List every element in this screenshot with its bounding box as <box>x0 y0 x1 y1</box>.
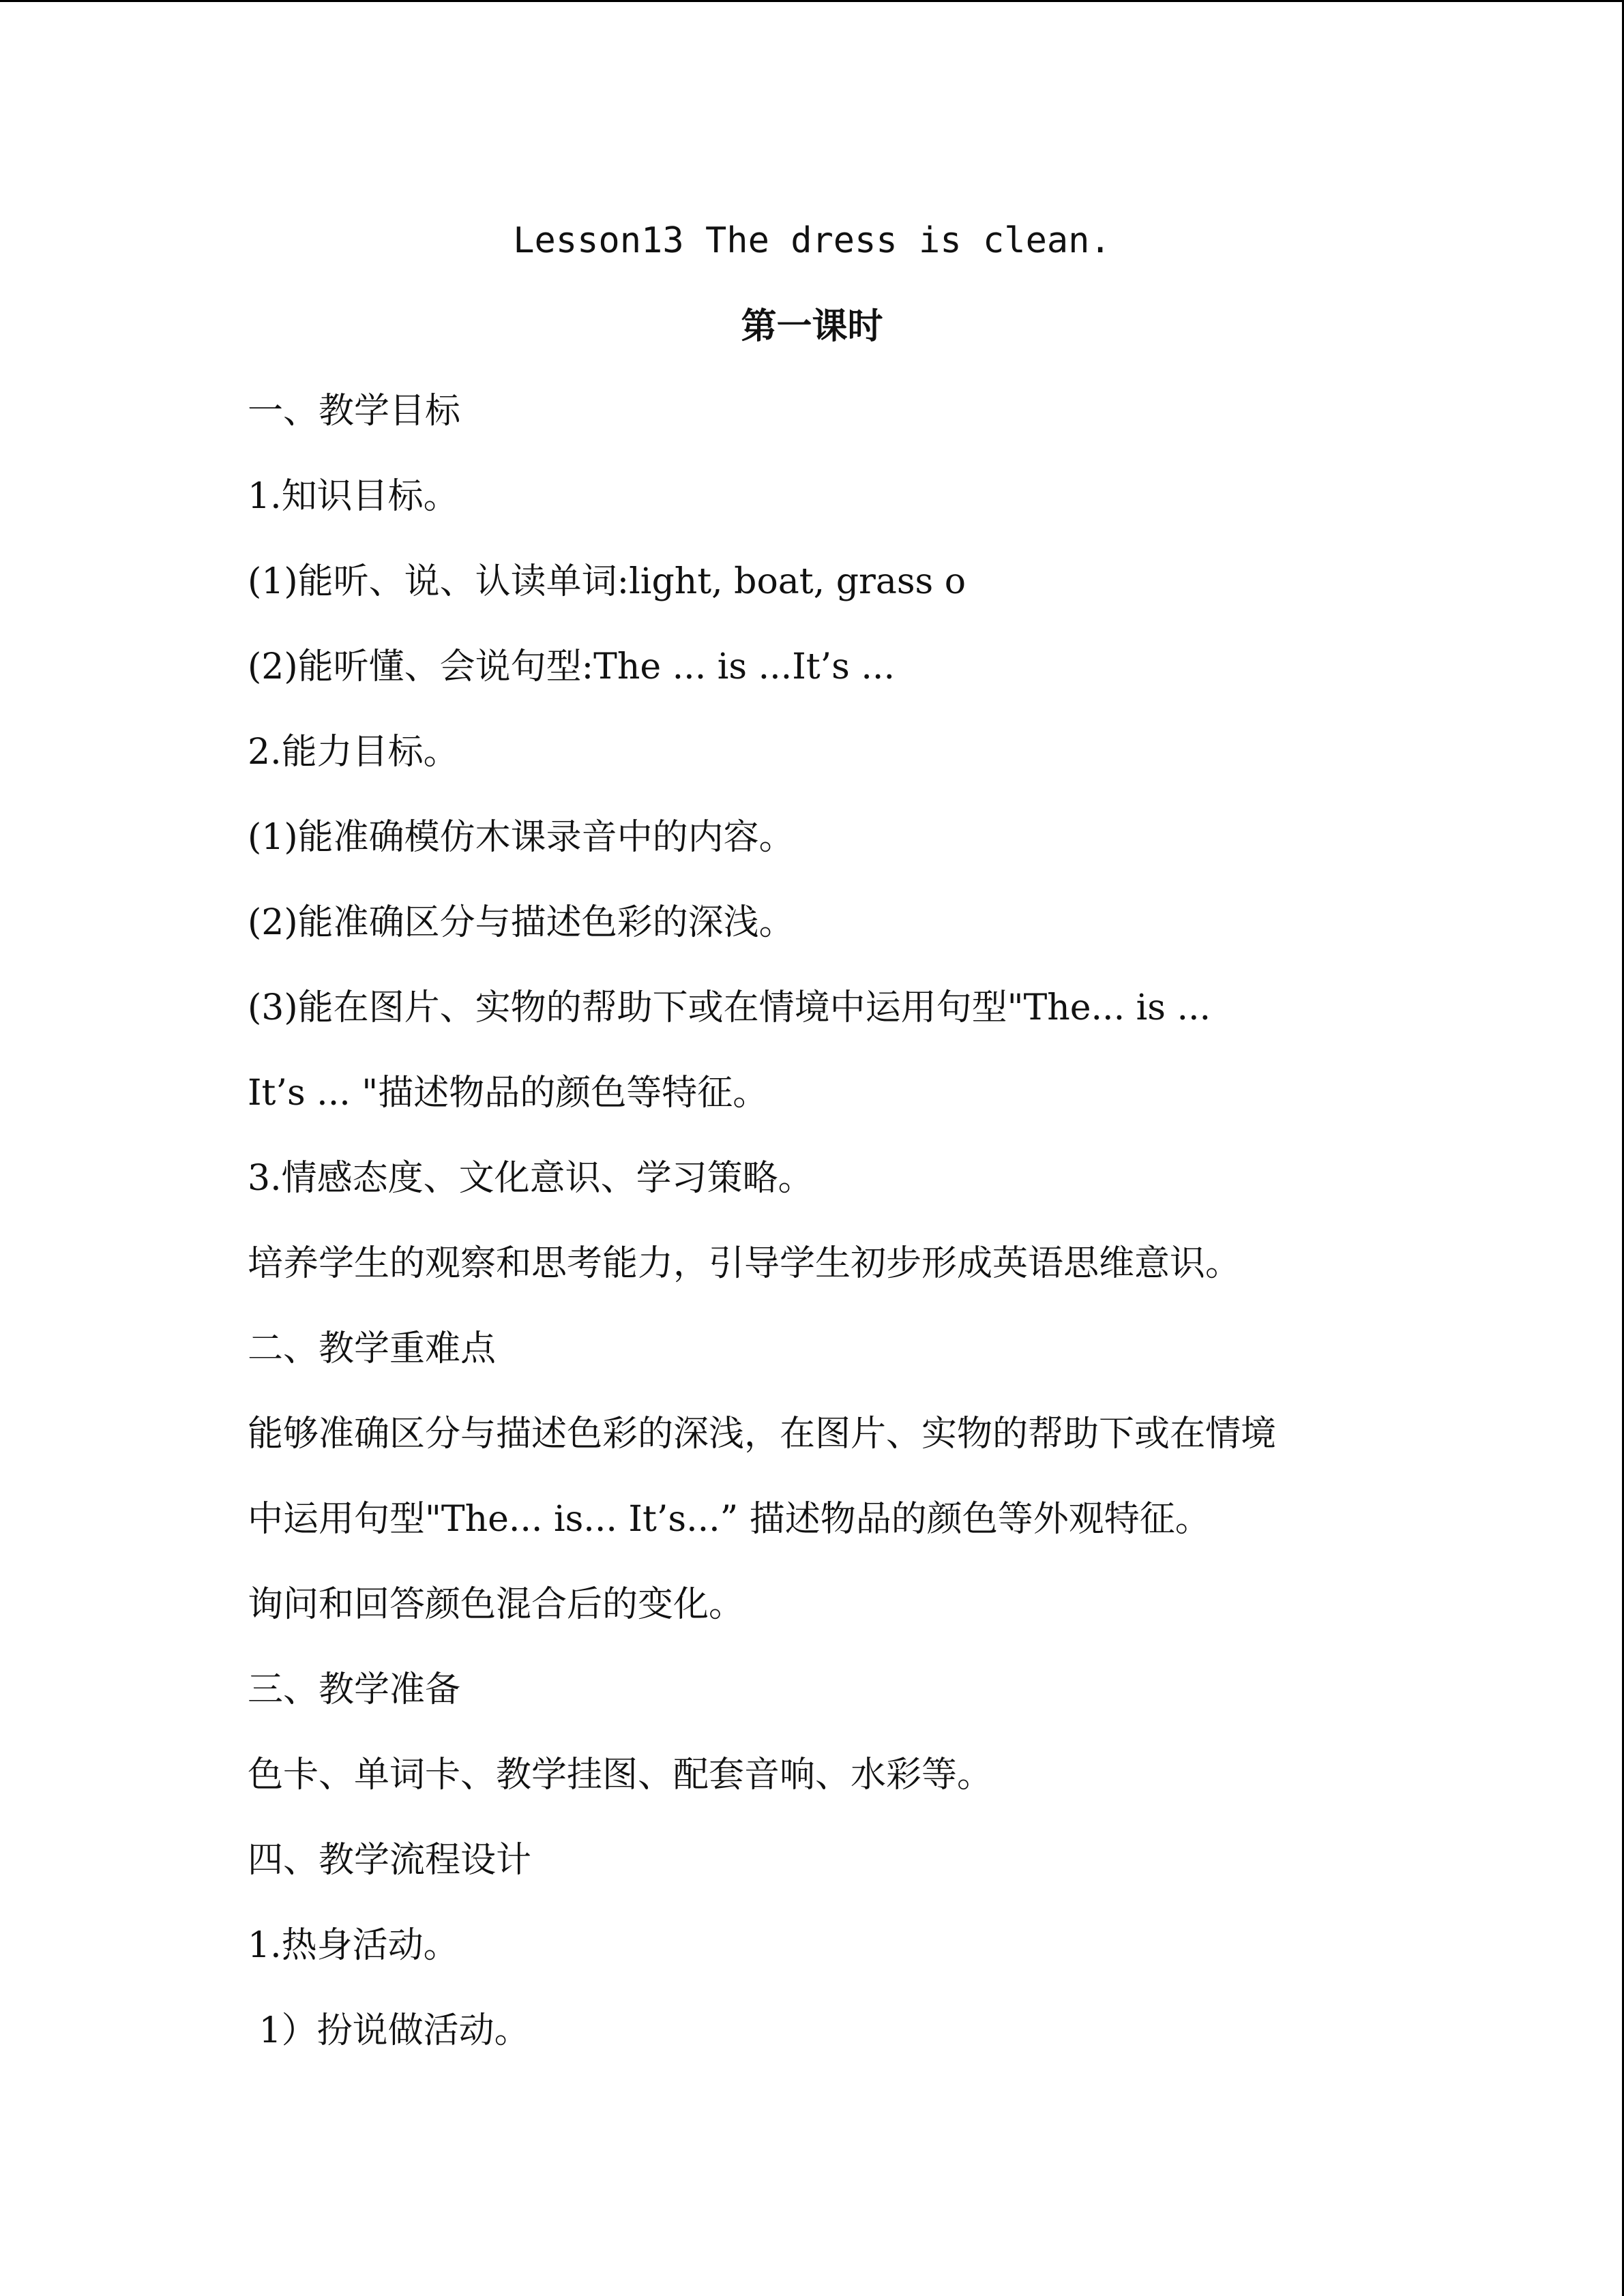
lesson-subtitle: 第一课时 <box>741 306 883 347</box>
section-heading-preparation: 三、教学准备 <box>248 1669 461 1710</box>
affective-objective-heading: 3.情感态度、文化意识、学习策略。 <box>248 1158 814 1199</box>
section-heading-objectives: 一、教学目标 <box>248 391 461 432</box>
ability-objective-heading: 2.能力目标。 <box>248 732 459 773</box>
procedure-step-1-sub-1: 1）扮说做活动。 <box>248 2010 530 2051</box>
knowledge-objective-item-2: (2)能听懂、会说句型:The ... is ...It’s ... <box>248 646 895 687</box>
procedure-step-1: 1.热身活动。 <box>248 1925 459 1966</box>
ability-objective-item-3: (3)能在图片、实物的帮助下或在情境中运用句型"The... is ... <box>248 987 1211 1028</box>
ability-objective-item-2: (2)能准确区分与描述色彩的深浅。 <box>248 902 795 943</box>
lesson-title: Lesson13 The dress is clean. <box>513 220 1111 261</box>
preparation-text: 色卡、单词卡、教学挂图、配套音响、水彩等。 <box>248 1755 993 1795</box>
affective-objective-text: 培养学生的观察和思考能力，引导学生初步形成英语思维意识。 <box>248 1243 1241 1284</box>
key-points-text-1: 能够准确区分与描述色彩的深浅，在图片、实物的帮助下或在情境 <box>248 1414 1277 1455</box>
knowledge-objective-item-1: (1)能听、说、认读单词:light, boat, grass o <box>248 561 966 602</box>
section-heading-procedure: 四、教学流程设计 <box>248 1840 532 1881</box>
ability-objective-item-3-cont: It’s ... "描述物品的颜色等特征。 <box>248 1073 769 1114</box>
section-heading-key-points: 二、教学重难点 <box>248 1328 497 1369</box>
key-points-text-2: 中运用句型"The... is... It’s...” 描述物品的颜色等外观特征。 <box>248 1499 1211 1540</box>
key-points-text-3: 询问和回答颜色混合后的变化。 <box>248 1584 745 1625</box>
ability-objective-item-1: (1)能准确模仿木课录音中的内容。 <box>248 817 795 858</box>
knowledge-objective-heading: 1.知识目标。 <box>248 476 459 517</box>
